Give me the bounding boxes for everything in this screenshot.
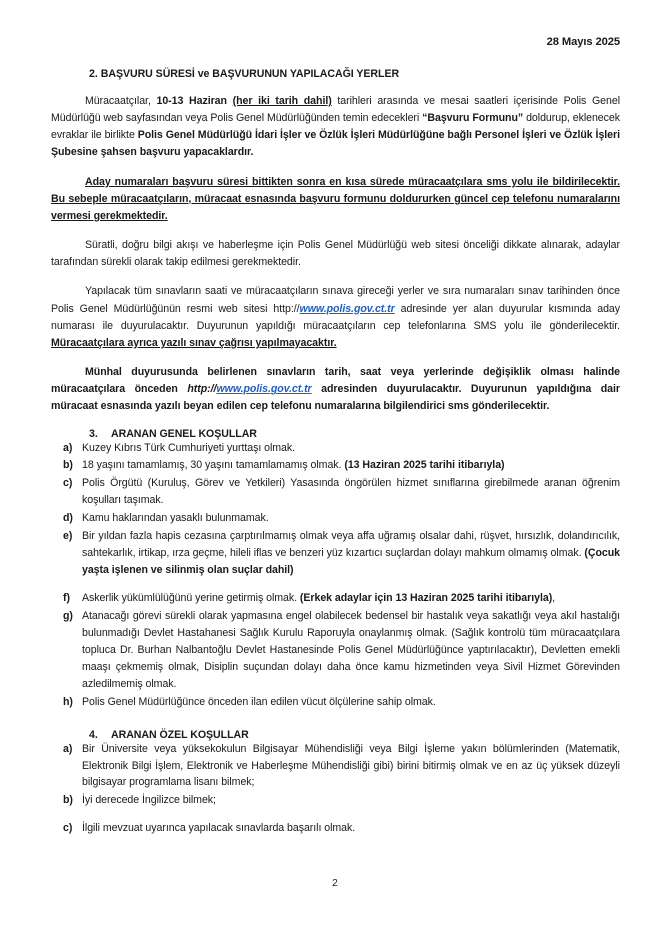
list-text: Bir Üniversite veya yüksekokulun Bilgisayar Mühendisliği veya Bilgi İşleme yakın bölümlerinden (Matematik, Elektronik Bilgi İşlem, Elektronik ve Haberleşme Mühendisliği gibi) birini bitirmiş olmak ve en az üç yüksek düzeyli bilgisayar programlama lisanı bilmek; (82, 742, 620, 789)
list-bold-note: (13 Haziran 2025 tarihi itibarıyla) (344, 459, 505, 472)
p2-bold-underline: Aday numaraları başvuru süresi bittikten sonra en kısa sürede müracaatçılara sms yolu ile bildirilecektir. Bu sebeple müracaatçıların, müracaat esnasında başvuru formunu doldururken güncel cep telefonu numaralarını vermesi gerekmektedir. (51, 175, 620, 222)
list-item (51, 820, 620, 837)
list-marker: a) (63, 441, 73, 454)
p4-text-2: adresinde yer alan duyurular kısmında aday numarası ile duyurulacaktır. Duyurunun yapıldığı müracaatçıların cep telefonlarına SMS yolu ile gönderilecektir. (51, 302, 620, 332)
section-4-title: ARANAN ÖZEL KOŞULLAR (111, 728, 249, 741)
list-item (51, 440, 620, 457)
p4-bold-underline-note: Müracaatçılara ayrıca yazılı sınav çağrısı yapılmayacaktır. (51, 336, 337, 349)
section-2-paragraph-4 (51, 283, 620, 352)
p1-bold-office: Polis Genel Müdürlüğü İdari İşler ve Özlük İşleri Müdürlüğüne bağlı Personel İşleri ve Özlük İşleri Şubesine şahsen başvuru yapacaklardır. (51, 129, 620, 159)
list-bold-note: (Erkek adaylar için 13 Haziran 2025 tarihi itibarıyla) (299, 592, 553, 604)
p1-text-2: tarihleri arasında ve mesai saatleri içerisinde Polis Genel Müdürlüğü web sayfasından veya Polis Genel Müdürlüğünden temin edecekleri (51, 95, 620, 125)
section-2-title: BAŞVURU SÜRESİ ve BAŞVURUNUN YAPILACAĞI YERLER (100, 68, 400, 80)
list-text: İlgili mevzuat uyarınca yapılacak sınavlarda başarılı olmak. (82, 822, 356, 835)
list-text: Kuzey Kıbrıs Türk Cumhuriyeti yurttaşı olmak. (82, 441, 296, 454)
section-2-paragraph-5 (51, 364, 620, 415)
section-2-number: 2. (89, 68, 98, 80)
list-item (51, 792, 620, 809)
list-text: Polis Genel Müdürlüğünce önceden ilan edilen vücut ölçülerine sahip olmak. (82, 695, 436, 708)
p5-bold-2: adresinden duyurulacaktır. Duyurunun yapıldığına dair müracaat esnasında yazılı beyan edilen cep telefonu numaralarına bilgilendirici sms gönderilecektir. (51, 383, 620, 413)
list-text: Kamu haklarından yasaklı bulunmamak. (82, 512, 269, 525)
section-2-paragraph-2 (51, 174, 620, 225)
list-item (51, 608, 620, 693)
list-item (51, 510, 620, 527)
p1-text-1: Müracaatçılar, (85, 95, 157, 107)
list-text: Atanacağı görevi sürekli olarak yapmasına engel olabilecek bedensel bir hastalık veya sakatlığı veya akıl hastalığı bulunmadığı Devlet Hastahanesi Sağlık Kurulu Raporuyla onaylanmış olmak. (Sağlık kontrolü tüm müracaatçılara topluca Dr. Burhan Nalbantoğlu Devlet Hastanesinde Polis Genel Müdürlüğünce yaptırılacaktır), Devletten emekli maaşı çekmemiş olmak, Disiplin suçundan dolayı daha önce kamu hizmetinden veya Sivil Hizmet Görevinden azledilmemiş olmak. (82, 609, 620, 690)
general-conditions-list (51, 440, 620, 711)
page-number: 2 (332, 878, 338, 889)
list-marker: b) (63, 794, 73, 807)
list-text: 18 yaşını tamamlamış, 30 yaşını tamamlamamış olmak. (13 Haziran 2025 tarihi itibarıyla) (82, 459, 505, 472)
p5-http-prefix: http:// (187, 383, 217, 396)
list-marker: d) (63, 512, 73, 525)
section-4-heading (89, 729, 620, 741)
section-2-paragraph-1 (51, 93, 620, 162)
list-text: Askerlik yükümlülüğünü yerine getirmiş olmak. (Erkek adaylar için 13 Haziran 2025 tarihi itibarıyla), (82, 592, 556, 604)
list-text: İyi derecede İngilizce bilmek; (82, 794, 216, 807)
p1-bold-underline-note: (her iki tarih dahil) (232, 95, 332, 107)
document-date: 28 Mayıs 2025 (546, 36, 620, 48)
section-2-paragraph-3: Süratli, doğru bilgi akışı ve haberleşme için Polis Genel Müdürlüğü web sitesi önceliği dikkate alınarak, adaylar tarafından sürekli olarak takip edilmesi gerekmektedir. (51, 239, 620, 269)
list-bold-note: (Çocuk yaşta işlenen ve silinmiş olan suçlar dahil) (82, 547, 620, 577)
list-item (51, 590, 620, 607)
list-text: Bir yıldan fazla hapis cezasına çarptırılmamış olmak veya affa uğramış olsalar dahi, rüşvet, hırsızlık, dolandırıcılık, sahtekarlık, irtikap, ırza geçme, hileli iflas ve benzeri yüz kızartıcı suçlardan dolayı mahkum olmamış olmak. (Çocuk yaşta işlenen ve silinmiş olan suçlar dahil) (82, 530, 620, 577)
list-item (51, 528, 620, 579)
list-marker: a) (63, 742, 73, 755)
list-marker: f) (63, 592, 70, 604)
p4-text-1: Yapılacak tüm sınavların saati ve müracaatçıların sınava gireceği yerler ve sıra numaraları sınav tarihinden önce Polis Genel Müdürlüğünün resmi web sitesi http:// (51, 285, 620, 315)
p5-bold-1: Münhal duyurusunda belirlenen sınavların tarih, saat veya yerlerinde değişiklik olması halinde müracaatçılara önceden (51, 366, 620, 396)
polis-website-link[interactable]: www.polis.gov.ct.tr (299, 302, 395, 315)
section-3-title: ARANAN GENEL KOŞULLAR (111, 427, 257, 440)
p1-bold-dates: 10-13 Haziran (156, 95, 233, 107)
list-marker: h) (63, 695, 73, 708)
list-item (51, 694, 620, 711)
list-marker: g) (63, 609, 73, 622)
section-3-number: 3. (89, 427, 98, 440)
list-item (51, 475, 620, 509)
section-3-heading (89, 428, 620, 440)
list-text: Polis Örgütü (Kuruluş, Görev ve Yetkileri) Yasasında öngörülen hizmet sınıflarına girebilmede aranan öğrenim koşulları taşımak. (82, 477, 620, 507)
list-marker: c) (63, 477, 73, 490)
section-2-heading (89, 68, 620, 80)
p1-text-3: doldurup, eklenecek evraklar ile birlikte (51, 112, 620, 142)
list-item (51, 741, 620, 792)
special-conditions-list (51, 741, 620, 838)
list-item (51, 457, 620, 474)
list-marker: e) (63, 530, 73, 543)
document-content (51, 36, 620, 838)
p1-bold-form-name: “Başvuru Formunu” (422, 112, 524, 125)
list-marker: c) (63, 822, 73, 835)
section-4-number: 4. (89, 728, 98, 741)
polis-website-link-2[interactable]: www.polis.gov.ct.tr (216, 383, 312, 396)
list-marker: b) (63, 459, 73, 472)
